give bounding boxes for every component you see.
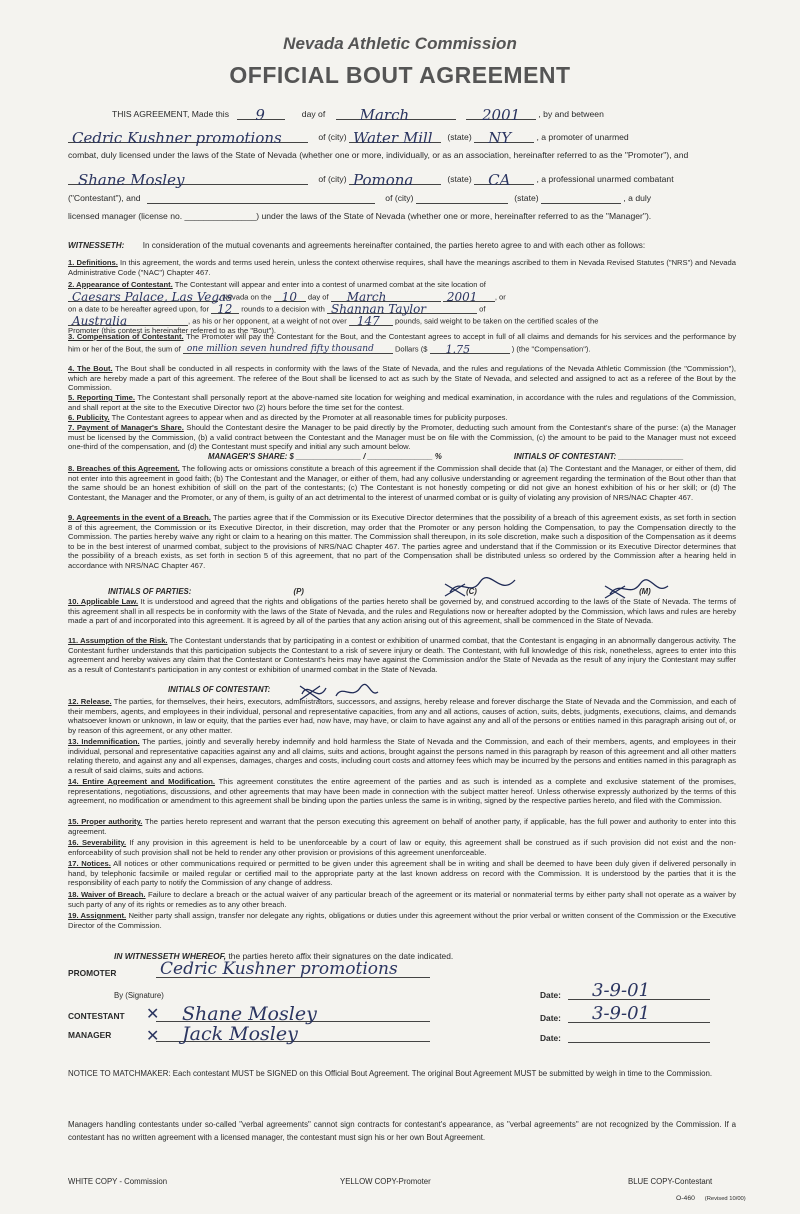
contestant-x-mark: ✕ (146, 1006, 160, 1023)
manager-share-line: MANAGER'S SHARE: $ _______________ / _______________ % INITIALS OF CONTESTANT: _______________ (208, 452, 684, 461)
manager-signature-line[interactable] (156, 1023, 430, 1045)
section-12: 12. Release. The parties, for themselves, their heirs, executors, administrators, successors, and assigns, hereby release and forever discharge the State of Nevada and the Commission, and each of their members, agents, and employees in their individual, personal and representative capacities, from any and all actions, causes of action, suits, debts, judgments, executions, claims, and demands whatsoever known or unknown, in law or equity, that the parties ever had, now have, may have, or claim to have against any and all of the persons or entities named in this paragraph arising out of, or by reason of this agreement, or any other matter. (68, 697, 736, 735)
contestant-handwritten: Shane Mosley (182, 1003, 317, 1025)
manager-x-mark: ✕ (146, 1028, 160, 1045)
bout-site: Caesars Palace, Las Vegas (72, 290, 233, 304)
section-17: 17. Notices. All notices or other communications required or permitted to be given under this agreement shall be in writing and shall be deemed to have been duly given if delivered personally in hand, by telephonic facsimile or mailed regular or certified mail to the appropriate party at the last known address on record with the Commission. It is understood by the parties that it is the responsibility of each party to notify the Commission of any change of address. (68, 859, 736, 888)
section-11: 11. Assumption of the Risk. The Contestant understands that by participating in a contest or exhibition of unarmed combat, that the Contestant is engaging in an abnormally dangerous activity. The Contestant further understands that this participation subjects the Contestant to a risk of severe injury or death. The Contestant, with full knowledge of this risk, nonetheless, agrees to enter into this agreement and hereby waives any claim that the Contestant or Contestant's heirs may have against the Commission and/or the State of Nevada as the result of any injury the Contestant may suffer as a result of Contestant's participation in any contest or exhibition of unarmed combat in the State of Nevada. (68, 636, 736, 674)
promoter-handwritten: Cedric Kushner promotions (160, 959, 398, 979)
section-7: 7. Payment of Manager's Share. Should the Contestant desire the Manager to be paid directly by the Promoter, deducting such amount from the Contestant's share of the purse: (a) the Manager must be licensed by the Commission, (b) a valid contract between the Contestant and the Manager must be on file with the Commission, (c) the amount to be paid to the Manager must not exceed one-third of the compensation, and (d) the Contestant must specify and initial any such amount below. (68, 423, 736, 452)
day-field: 9 (237, 108, 285, 120)
contestant-name-field: Shane Mosley (68, 173, 308, 185)
section-14: 14. Entire Agreement and Modification. This agreement constitutes the entire agreement of the parties and as such is intended as a complete and exclusive statement of the promises, representations, negotiations, discussions, and other agreements that may have been made in connection with the subject matter hereof. Unless otherwise expressly authorized by the terms of this agreement, no modification or amendment to this agreement shall be binding upon the parties unless the same is in writing, signed by the respective parties hereto, and filed with the Commission. (68, 777, 736, 806)
section-18: 18. Waiver of Breach. Failure to declare a breach or the actual waiver of any particular breach of the agreement or its material or nonmaterial terms by either party shall not operate as a waiver by such party of any of its rights or remedies as to any other breach. (68, 890, 737, 909)
document-title: OFFICIAL BOUT AGREEMENT (229, 62, 571, 88)
promoter-state-field: NY (474, 131, 534, 143)
footer-yellow-copy: YELLOW COPY-Promoter (340, 1177, 431, 1186)
date-label-2: Date: (540, 1013, 561, 1023)
intro-line-1: THIS AGREEMENT, Made this 9 day of March 2001 , by and between (112, 106, 604, 124)
initials-contestant-line: INITIALS OF CONTESTANT: (168, 685, 271, 694)
date-field-1[interactable]: 3-9-01 (568, 988, 710, 1000)
section-19: 19. Assignment. Neither party shall assign, transfer nor delegate any rights, obligations or duties under this agreement without the prior verbal or written consent of the Commission or the Executive Director of the Commission. (68, 911, 736, 930)
contestant-signature-line[interactable] (156, 1003, 430, 1025)
section-16: 16. Severability. If any provision in this agreement is held to be unenforceable by a court of law or equity, this agreement shall be construed as if such provision did not exist and the non-enforceability of such provision shall not be held to render any other provision or provisions of this agreement unenforceable. (68, 838, 736, 857)
section-9: 9. Agreements in the event of a Breach. The parties agree that if the Commission or its Executive Director determines that the possibility of a breach of this agreement exists, as set forth in section 8 of this agreement, the Commission or its Executive Director, in their discretion, may order that the Promoter or any person holding the Compensation, to pay the Compensation directly to the Commission. The parties hereby waive any right or claim to a hearing on this matter. The Commission shall thereupon, in its sole discretion, make such a disposition of the Compensation as it deems to be in the best interest of unarmed combat, subject to the provisions of NRS/NAC Chapter 467. The parties agree and understand that if the Commission or its Executive Director determines that the possibility of a breach exists, as set forth in section 5 of this agreement, that no part of the Compensation shall be distributed unless so ordered by the Commission after a hearing held in accordance with NRS/NAC Chapter 467. (68, 513, 736, 570)
manager-city-field (416, 192, 508, 204)
notice-verbal: Managers handling contestants under so-called "verbal agreements" cannot sign contracts for contestant's appearance, as "verbal agreements" are not recognized by the Commission. If a contestant has no written agreement with a licensed manager, the contestant must sign his or her own Bout Agreement. (68, 1120, 736, 1142)
month-field: March (336, 108, 456, 120)
manager-state-field (541, 192, 621, 204)
manager-handwritten: Jack Mosley (182, 1023, 298, 1045)
in-witness-line: IN WITNESSETH WHEREOF, the parties hereto affix their signatures on the date indicated. (114, 951, 454, 961)
witnesseth: WITNESSETH: In consideration of the mutual covenants and agreements hereinafter contained, the parties hereto agree to and with each other as follows: (68, 241, 646, 250)
notice-matchmaker: NOTICE TO MATCHMAKER: Each contestant MUST be SIGNED on this Official Bout Agreement. The original Bout Agreement MUST be submitted by weigh in time to the Commission. (68, 1069, 713, 1078)
compensation-words: one million seven hundred fifty thousand (186, 344, 374, 354)
date-label-3: Date: (540, 1033, 561, 1043)
year-field: 2001 (466, 108, 536, 120)
opponent-name: Shannan Taylor (330, 302, 427, 316)
date-field-2[interactable]: 3-9-01 (568, 1011, 710, 1023)
promoter-label: PROMOTER (68, 968, 117, 978)
date-label-1: Date: (540, 990, 561, 1000)
footer-blue-copy: BLUE COPY-Contestant (628, 1177, 713, 1186)
promoter-signature-line[interactable] (156, 959, 430, 979)
promoter-city-field: Water Mill (349, 131, 441, 143)
section-3: 3. Compensation of Contestant. The Promoter will pay the Contestant for the Bout, and the Contestant agrees to accept in full of all claims and demands for his services and the performance by him or her of the Bout, the sum of one million seven hundred fifty thousand Dollars ($ 1.75 ) (the "Compensation"). (68, 332, 736, 356)
compensation-amount: 1.75 (445, 343, 471, 356)
section-13: 13. Indemnification. The parties, jointly and severally hereby indemnify and hold harmless the State of Nevada and the Commission, and each of their members, agents, and employees in their individual, personal and representative capacities against any and all claims, suits and actions, brought against the persons named in this paragraph by reason of this agreement and all other matters relating thereto, and against any and all expenses, damages, charges and costs, including court costs and attorney fees which may be incurred by the persons and entities named in this paragraph as a result of said claims, suits and actions. (68, 737, 737, 775)
section-8: 8. Breaches of this Agreement. The following acts or omissions constitute a breach of this agreement if the Commission shall decide that (a) The Contestant and the Manager, or either of them, did not enter into this agreement in good faith; (b) The Contestant and the Manager, or either of them, had any collusive understanding or agreement regarding the termination of the Bout other than that the same should be an honest exhibition of skill on the part of the contestants; (c) The Contestant is not honestly competing or did not give an honest exhibition of his or her skill; or (d) The Contestant, the Manager and the Promoter, or any of them, is guilty of an act detrimental to the interest of unarmed combat or is guilty of violating any provision of NRS/NAC Chapter 467. (68, 464, 736, 502)
footer-white-copy: WHITE COPY - Commission (68, 1177, 168, 1186)
section-5: 5. Reporting Time. The Contestant shall personally report at the above-named site location for weighing and medical examination, in accordance with the rules and regulations of the Commission, and shall report at the site to the Executive Director two (2) hours before the time set for the contest. (68, 393, 737, 412)
section-4: 4. The Bout. The Bout shall be conducted in all respects in conformity with the laws of the State of Nevada, and the rules and regulations of the Nevada Athletic Commission (the "Commission"), which are hereby made a part of this agreement. The referee of the Bout shall be licensed to act as such by the State of Nevada, and selected and assigned to act as a referee of the Bout by the Commission. (68, 364, 736, 393)
section-6: 6. Publicity. The Contestant agrees to appear when and as directed by the Promoter at all reasonable times for publicity purposes. (68, 413, 508, 422)
date-field-3[interactable] (568, 1031, 710, 1043)
intro-line-5: ("Contestant"), and of (city) (state) , a duly (68, 193, 652, 203)
contestant-state-field: CA (474, 173, 534, 185)
by-signature-label: By (Signature) (114, 991, 164, 1000)
section-15: 15. Proper authority. The parties hereto represent and warrant that the person executing this agreement on behalf of another party, if applicable, has the full power and authority to enter into this agreement. (68, 817, 736, 836)
promoter-name-field: Cedric Kushner promotions (68, 131, 308, 143)
intro-line-4: Shane Mosley of (city) Pomona (state) CA , a professional unarmed combatant (68, 173, 736, 185)
section-2: 2. Appearance of Contestant. The Contestant will appear and enter into a contest of unarmed combat at the site location of Caesars Palace, Las Vegas , Nevada on the 10 day of March 2001 , or on a date to be hereafter agreed upon, for 12 rounds to a decision with Shannan Taylor of Australia , as his or her opponent, at a weight of not over 147 pounds, said weight to be taken on the certified scales of the Promoter (this contest is hereinafter referred to as the "Bout"). (68, 280, 599, 335)
manager-name-field (147, 192, 375, 204)
section-10: 10. Applicable Law. It is understood and agreed that the rights and obligations of the parties hereto shall be governed by, and construed according to the laws of the State of Nevada. The terms of this agreement shall in all respects be in conformity with the laws of the State of Nevada, and the rules and Regulations now or hereafter adopted by the Commission, which laws and rules are hereby made a part of and incorporated into this agreement. It is agreed by all of the parties that any action arising out of this agreement, shall be commenced in the State of Nevada. (68, 597, 736, 626)
intro-line-2: Cedric Kushner promotions of (city) Water Mill (state) NY , a promoter of unarmed (68, 131, 736, 143)
form-number: O-460 (Revised 10/00) (676, 1195, 746, 1202)
intro-line-3: combat, duly licensed under the laws of the State of Nevada (whether one or more, individually, or as an association, hereinafter referred to as the "Promoter"), and (68, 150, 689, 160)
manager-label: MANAGER (68, 1030, 112, 1040)
commission-name: Nevada Athletic Commission (283, 34, 517, 53)
section-1: 1. Definitions. In this agreement, the words and terms used herein, unless the context otherwise requires, shall have the meanings ascribed to them in Nevada Revised Statutes ("NRS") and Nevada Administrative Code ("NAC") Chapter 467. (68, 258, 736, 277)
contestant-label: CONTESTANT (68, 1011, 125, 1021)
intro-line-6: licensed manager (license no. _______________) under the laws of the State of Nevada (whether one or more, hereinafter referred to as the "Manager"). (68, 211, 652, 221)
initials-parties-line: INITIALS OF PARTIES: (P) (C) (M) (108, 587, 651, 596)
contestant-city-field: Pomona (349, 173, 441, 185)
